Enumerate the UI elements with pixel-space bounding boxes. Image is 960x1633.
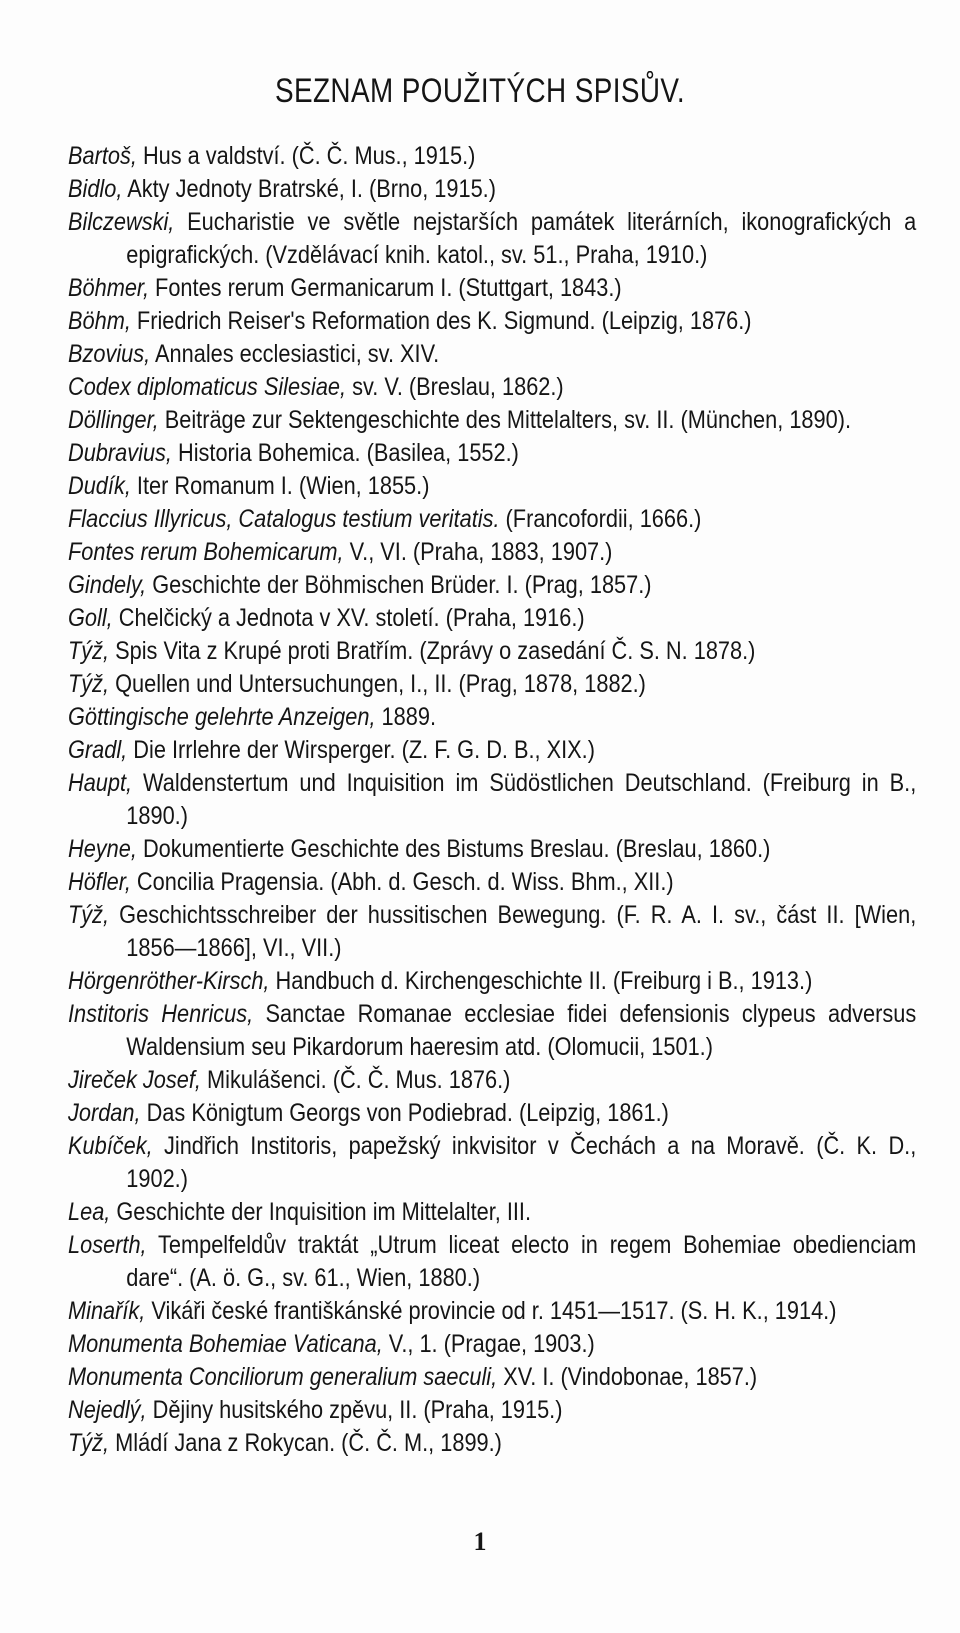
entry-author: Goll, (68, 604, 113, 632)
entry-text: Eucharistie ve světle nejstarších památek literárních, ikonografických a epigrafických. (Vzdělávací knih. katol., sv. 51., Praha, 1910.) (126, 208, 917, 269)
entry-text: Tempelfeldův traktát „Utrum liceat electo in regem Bohemiae obedienciam dare“. (A. ö. G., sv. 61., Wien, 1880.) (126, 1231, 917, 1292)
entry-author: Minařík, (68, 1297, 146, 1325)
bibliography-entry (68, 569, 916, 602)
bibliography-entry (68, 140, 916, 173)
bibliography-entry (68, 998, 916, 1064)
entry-text: Dokumentierte Geschichte des Bistums Breslau. (Breslau, 1860.) (136, 835, 771, 863)
entry-text: Vikáři české františkánské provincie od r. 1451—1517. (S. H. K., 1914.) (145, 1297, 837, 1325)
bibliography-entry (68, 1394, 916, 1427)
entry-text: Dějiny husitského zpěvu, II. (Praha, 1915.) (146, 1396, 563, 1424)
entry-text: Geschichte der Inquisition im Mittelalter, III. (110, 1198, 532, 1226)
entry-author: Loserth, (68, 1231, 147, 1259)
bibliography-entry (68, 1361, 916, 1394)
entry-author: Nejedlý, (68, 1396, 147, 1424)
entry-text: Waldenstertum und Inquisition im Südöstlichen Deutschland. (Freiburg in B., 1890.) (126, 769, 917, 830)
entry-author: Gradl, (68, 736, 128, 764)
entry-text: Sanctae Romanae ecclesiae fidei defensionis clypeus adversus Waldensium seu Pikardorum haeresim atd. (Olomucii, 1501.) (126, 1000, 917, 1061)
entry-text: V., 1. (Pragae, 1903.) (382, 1330, 595, 1358)
entry-text: Annales ecclesiastici, sv. XIV. (150, 340, 440, 368)
entry-text: Jindřich Institoris, papežský inkvisitor v Čechách a na Moravě. (Č. K. D., 1902.) (126, 1132, 917, 1193)
bibliography-entry (68, 305, 916, 338)
bibliography-entry (68, 965, 916, 998)
entry-author: Bilczewski, (68, 208, 175, 236)
entry-author: Böhmer, (68, 274, 150, 302)
entry-text: Akty Jednoty Bratrské, I. (Brno, 1915.) (122, 175, 496, 203)
bibliography-entry (68, 767, 916, 833)
page-title: SEZNAM POUŽITÝCH SPISŮV. (274, 72, 686, 110)
entry-text: Hus a valdství. (Č. Č. Mus., 1915.) (136, 142, 476, 170)
entry-author: Týž, (68, 637, 110, 665)
entry-author: Týž, (68, 901, 110, 929)
entry-text: Mládí Jana z Rokycan. (Č. Č. M., 1899.) (109, 1429, 502, 1457)
bibliography-entry (68, 1130, 916, 1196)
page-number: 1 (473, 1527, 487, 1556)
entry-author: Haupt, (68, 769, 133, 797)
entry-author: Jordan, (68, 1099, 141, 1127)
bibliography-entry (68, 1196, 916, 1229)
bibliography-entry (68, 272, 916, 305)
entry-author: Göttingische gelehrte Anzeigen, (68, 703, 376, 731)
bibliography-entry (68, 503, 916, 536)
entry-text: XV. I. (Vindobonae, 1857.) (497, 1363, 758, 1391)
entry-author: Bartoš, (68, 142, 137, 170)
bibliography-list (68, 140, 917, 1460)
bibliography-entry (68, 1064, 916, 1097)
bibliography-entry (68, 404, 916, 437)
entry-author: Heyne, (68, 835, 137, 863)
entry-text: Fontes rerum Germanicarum I. (Stuttgart, 1843.) (149, 274, 622, 302)
entry-author: Codex diplomaticus Silesiae, (68, 373, 347, 401)
entry-text: Die Irrlehre der Wirsperger. (Z. F. G. D. B., XIX.) (127, 736, 595, 764)
bibliography-entry (68, 1229, 916, 1295)
bibliography-entry (68, 470, 916, 503)
entry-author: Dudík, (68, 472, 131, 500)
entry-author: Monumenta Conciliorum generalium saeculi, (68, 1363, 498, 1391)
entry-author: Bidlo, (68, 175, 123, 203)
entry-author: Týž, (68, 670, 110, 698)
entry-author: Monumenta Bohemiae Vaticana, (68, 1330, 383, 1358)
entry-author: Gindely, (68, 571, 147, 599)
bibliography-entry (68, 206, 916, 272)
entry-text: Iter Romanum I. (Wien, 1855.) (130, 472, 430, 500)
entry-text: 1889. (375, 703, 436, 731)
bibliography-entry (68, 635, 916, 668)
bibliography-entry (68, 668, 916, 701)
bibliography-entry (68, 701, 916, 734)
entry-text: Geschichte der Böhmischen Brüder. I. (Prag, 1857.) (146, 571, 652, 599)
entry-text: Concilia Pragensia. (Abh. d. Gesch. d. Wiss. Bhm., XII.) (130, 868, 674, 896)
entry-author: Böhm, (68, 307, 131, 335)
entry-author: Dubravius, (68, 439, 172, 467)
entry-author: Lea, (68, 1198, 111, 1226)
entry-text: Das Königtum Georgs von Podiebrad. (Leipzig, 1861.) (140, 1099, 669, 1127)
entry-text: Chelčický a Jednota v XV. století. (Praha, 1916.) (112, 604, 585, 632)
entry-author: Týž, (68, 1429, 110, 1457)
entry-text: Spis Vita z Krupé proti Bratřím. (Zprávy o zasedání Č. S. N. 1878.) (109, 637, 756, 665)
entry-author: Fontes rerum Bohemicarum, (68, 538, 344, 566)
bibliography-entry (68, 734, 916, 767)
bibliography-entry (68, 866, 916, 899)
bibliography-entry (68, 602, 916, 635)
bibliography-entry (68, 833, 916, 866)
entry-author: Döllinger, (68, 406, 159, 434)
bibliography-entry (68, 536, 916, 569)
bibliography-entry (68, 1097, 916, 1130)
entry-text: Geschichtsschreiber der hussitischen Bewegung. (F. R. A. I. sv., část II. [Wien, 1856—1866], VI., VII.) (109, 901, 917, 962)
bibliography-entry (68, 371, 916, 404)
bibliography-entry (68, 173, 916, 206)
entry-author: Kubíček, (68, 1132, 153, 1160)
bibliography-entry (68, 899, 916, 965)
bibliography-entry (68, 338, 916, 371)
entry-text: Handbuch d. Kirchengeschichte II. (Freiburg i B., 1913.) (269, 967, 813, 995)
bibliography-entry (68, 1295, 916, 1328)
entry-author: Höfler, (68, 868, 131, 896)
entry-author: Bzovius, (68, 340, 151, 368)
entry-author: Jireček Josef, (68, 1066, 201, 1094)
entry-text: V., VI. (Praha, 1883, 1907.) (343, 538, 613, 566)
entry-text: Quellen und Untersuchungen, I., II. (Prag, 1878, 1882.) (109, 670, 646, 698)
entry-text: Historia Bohemica. (Basilea, 1552.) (171, 439, 519, 467)
entry-text: Friedrich Reiser's Reformation des K. Sigmund. (Leipzig, 1876.) (130, 307, 752, 335)
entry-author: Flaccius Illyricus, Catalogus testium veritatis. (68, 505, 500, 533)
entry-text: sv. V. (Breslau, 1862.) (346, 373, 564, 401)
entry-author: Hörgenröther-Kirsch, (68, 967, 270, 995)
bibliography-entry (68, 1427, 916, 1460)
entry-text: Mikulášenci. (Č. Č. Mus. 1876.) (200, 1066, 511, 1094)
bibliography-entry (68, 437, 916, 470)
entry-text: Beiträge zur Sektengeschichte des Mittelalters, sv. II. (München, 1890). (158, 406, 851, 434)
entry-text: (Francofordii, 1666.) (499, 505, 702, 533)
bibliography-entry (68, 1328, 916, 1361)
entry-author: Institoris Henricus, (68, 1000, 254, 1028)
